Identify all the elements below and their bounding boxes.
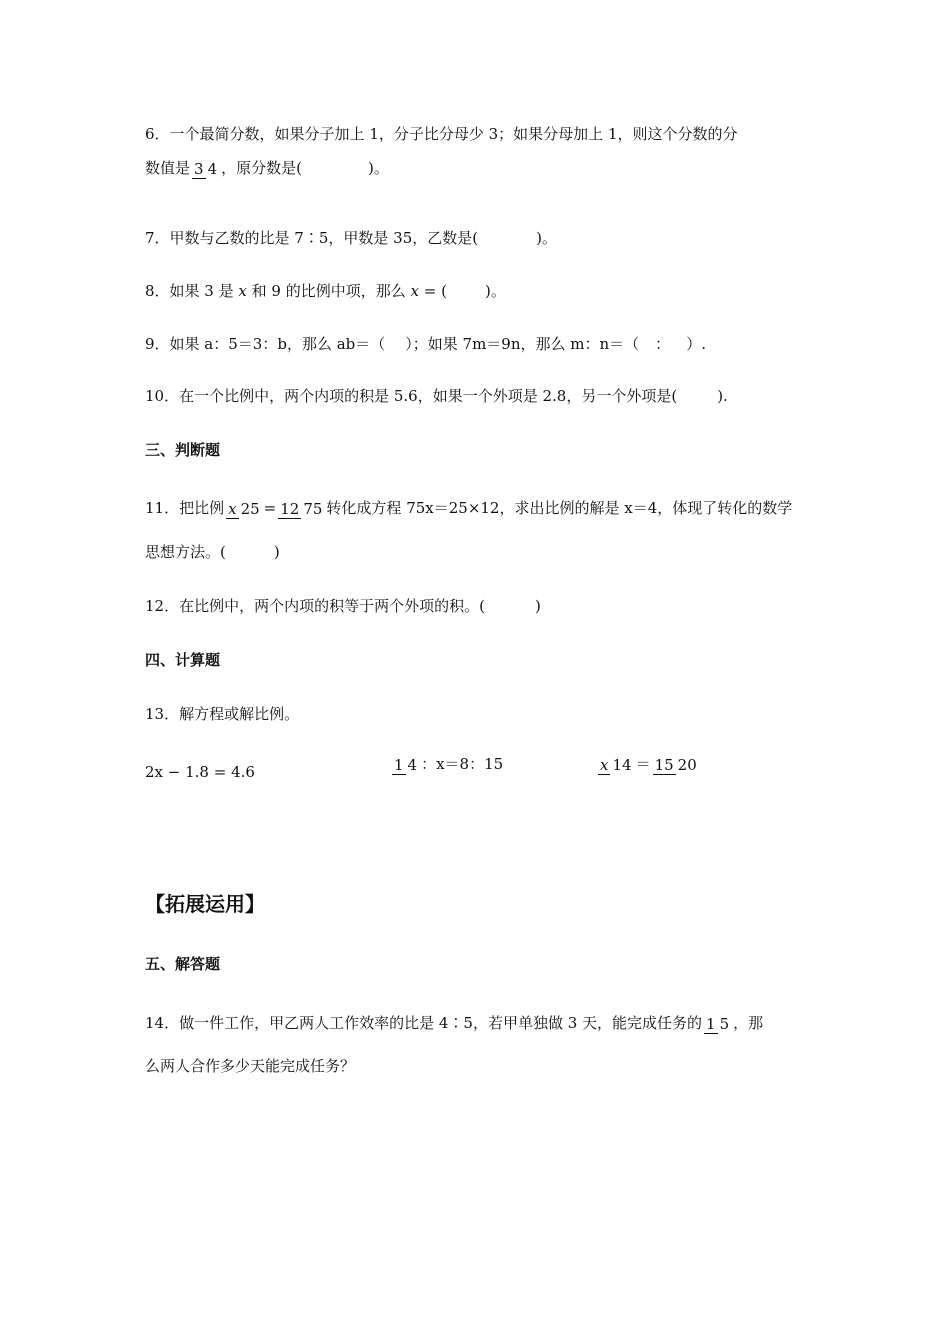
section-title: 五、解答题	[145, 955, 221, 973]
q13-title: 13．解方程或解比例。	[145, 705, 300, 723]
section-heading-extension	[145, 892, 265, 916]
question-9	[145, 334, 706, 354]
q11-close: )	[273, 543, 280, 561]
question-6-line-2	[145, 158, 389, 179]
question-6-line-1	[145, 124, 737, 144]
section-heading-judgment	[145, 440, 220, 460]
q8-pre: 8．如果 3 是	[145, 282, 234, 300]
equation-1	[145, 762, 255, 782]
q14-pre: 14．做一件工作，甲乙两人工作效率的比是 4∶5，若甲单独做 3 天，能完成任务的	[145, 1014, 703, 1032]
fraction	[598, 756, 634, 775]
q14-post: ，那	[733, 1014, 764, 1032]
q11-line2: 思想方法。(	[145, 543, 226, 561]
fraction-denominator: 5	[719, 1014, 730, 1033]
question-12	[145, 596, 541, 616]
q9-pre: 9．如果 a：5＝3：b，那么 ab＝（	[145, 335, 386, 353]
q6-text: 6．一个最简分数，如果分子加上 1，分子比分母少 3；如果分母加上 1，则这个分数的分	[145, 125, 738, 143]
fraction	[653, 756, 699, 775]
question-14-line-2	[145, 1056, 355, 1076]
q9-mid: ）；如果 7m＝9n，那么 m：n＝（	[405, 335, 640, 353]
fraction-denominator: 4	[407, 755, 418, 774]
q9-colon: ：	[655, 335, 671, 353]
equation-text: 2x − 1.8 = 4.6	[145, 763, 255, 781]
q10-close: ).	[717, 387, 728, 405]
q6-close: )。	[367, 159, 389, 177]
q8-eq: = (	[423, 282, 447, 300]
fraction-numerator: x	[600, 755, 609, 774]
question-11-line-2	[145, 542, 280, 562]
q7-pre: 7．甲数与乙数的比是 7∶5，甲数是 35，乙数是(	[145, 229, 479, 247]
question-11-line-1	[145, 498, 792, 519]
q6-pre: 数值是	[145, 159, 191, 177]
section-heading-word-problems	[145, 954, 220, 974]
fraction-numerator: x	[228, 499, 237, 518]
variable-x: x	[238, 282, 247, 300]
fraction-numerator: 15	[654, 755, 674, 774]
q11-pre: 11．把比例	[145, 499, 225, 517]
question-13	[145, 704, 299, 724]
question-8	[145, 281, 506, 301]
section-title: 【拓展运用】	[145, 892, 265, 916]
q8-close: )。	[484, 282, 506, 300]
q14-line2: 么两人合作多少天能完成任务？	[145, 1057, 356, 1075]
fraction-numerator: 12	[280, 499, 300, 518]
equation-3	[596, 754, 701, 775]
fraction-numerator: 1	[706, 1014, 716, 1033]
fraction-denominator: 20	[677, 755, 697, 774]
q8-mid: 和 9 的比例中项，那么	[251, 282, 406, 300]
fraction	[192, 160, 219, 179]
q11-post: 转化成方程 75x＝25×12，求出比例的解是 x＝4，体现了转化的数学	[326, 499, 793, 517]
variable-x: x	[410, 282, 419, 300]
fraction-denominator: 25	[240, 499, 260, 518]
equals-sign: =	[263, 499, 277, 517]
fraction-denominator: 14	[612, 755, 632, 774]
q7-close: )。	[536, 229, 557, 247]
fraction-denominator: 4	[207, 159, 218, 178]
q6-post: ，原分数是(	[221, 159, 302, 177]
fraction-numerator: 1	[394, 755, 404, 774]
question-10	[145, 386, 728, 406]
fraction-denominator: 75	[303, 499, 323, 518]
fraction-numerator: 3	[194, 159, 204, 178]
section-heading-calculation	[145, 650, 220, 670]
section-title: 三、判断题	[145, 441, 221, 459]
equation-2	[390, 754, 503, 775]
fraction	[392, 756, 419, 775]
q12-close: )	[534, 597, 541, 615]
q10-pre: 10．在一个比例中，两个内项的积是 5.6，如果一个外项是 2.8，另一个外项是(	[145, 387, 678, 405]
equation-text: ：x＝8：15	[421, 755, 504, 773]
q12-pre: 12．在比例中，两个内项的积等于两个外项的积。(	[145, 597, 485, 615]
question-14-line-1	[145, 1013, 763, 1034]
fraction	[226, 500, 262, 519]
equals-sign: ＝	[635, 755, 651, 773]
question-7	[145, 228, 557, 248]
section-title: 四、计算题	[145, 651, 221, 669]
fraction	[704, 1015, 731, 1034]
fraction	[278, 500, 324, 519]
q9-close: ）.	[686, 335, 706, 353]
